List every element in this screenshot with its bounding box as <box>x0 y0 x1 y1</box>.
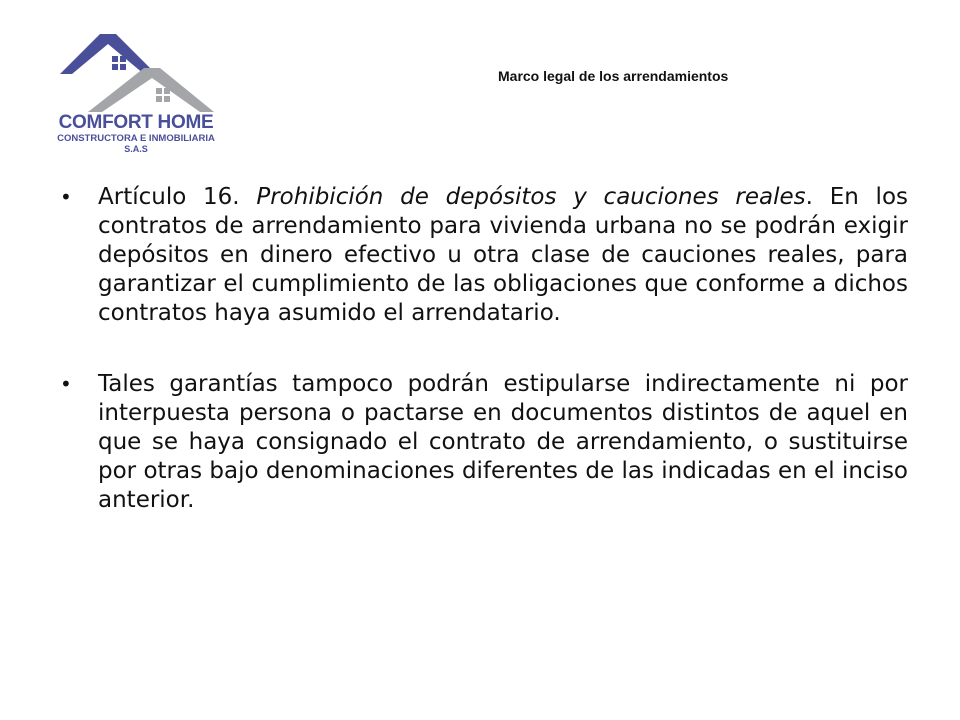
logo-company-subtitle: CONSTRUCTORA E INMOBILIARIA <box>57 133 215 144</box>
bullet-dot: • <box>60 185 72 209</box>
house-roofs-icon <box>48 30 224 116</box>
logo-company-suffix: S.A.S <box>124 144 148 154</box>
logo-company-name: COMFORT HOME <box>58 112 214 133</box>
paragraph-text: Tales garantías tampoco podrán estipularse indirectamente ni por interpuesta persona o pactarse en documentos distintos de aquel en que se haya consignado el contrato de arrendamiento, o sustituirse por otras bajo denominaciones diferentes de las indicadas en el inciso anterior. <box>98 371 908 513</box>
bullet-paragraph <box>60 370 908 515</box>
slide-title: Marco legal de los arrendamientos <box>498 68 729 84</box>
article-heading: Prohibición de depósitos y cauciones reales <box>256 184 806 210</box>
company-logo <box>48 30 224 155</box>
bullet-paragraph <box>60 183 908 328</box>
article-reference: Artículo 16. <box>98 184 257 210</box>
slide-body <box>60 183 908 515</box>
article-text: . En los contratos de arrendamiento para vivienda urbana no se podrán exigir depósitos en dinero efectivo u otra clase de cauciones reales, para garantizar el cumplimiento de las obligaciones que conforme a dichos contratos haya asumido el arrendatario. <box>98 184 908 326</box>
bullet-dot: • <box>60 372 72 396</box>
